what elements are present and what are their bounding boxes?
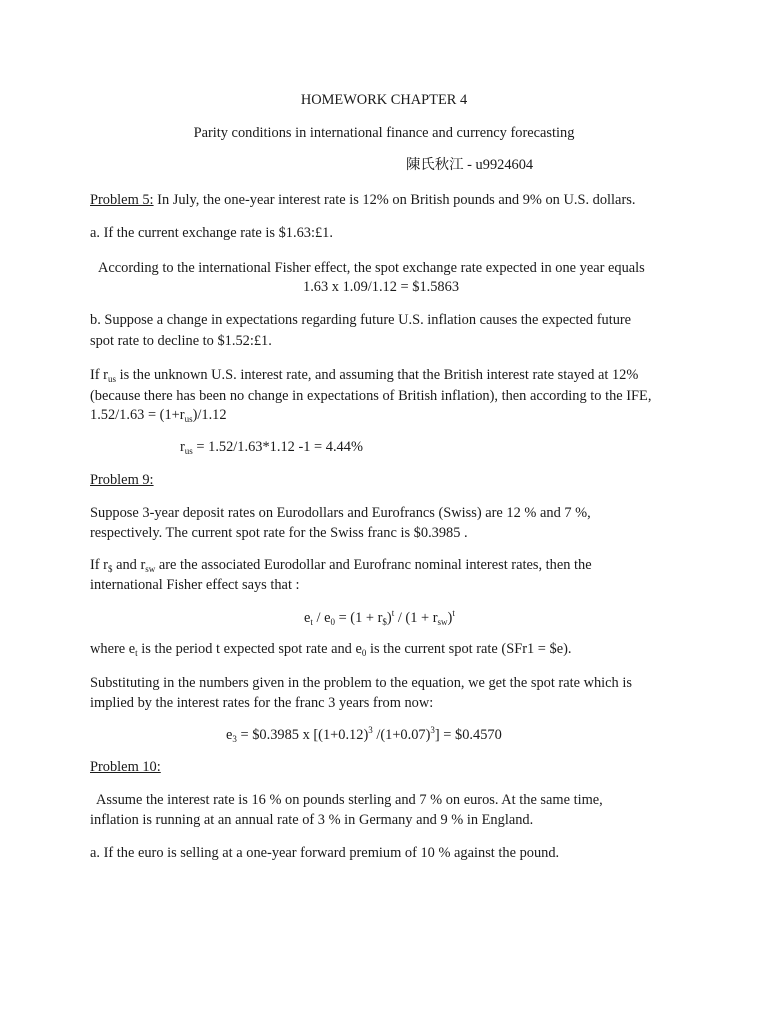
problem-9-rates-line2: international Fisher effect says that : [90, 577, 300, 593]
document-title: HOMEWORK CHAPTER 4 [300, 92, 468, 108]
problem-5-calculation: 1.63 x 1.09/1.12 = $1.5863 [303, 279, 460, 295]
problem-10-line1: Assume the interest rate is 16 % on pounds sterling and 7 % on euros. At the same time, [96, 792, 603, 808]
problem-5-result: $r_{us} = 1.52/1.63*1.12$ -1 = 4.44% [180, 439, 363, 456]
problem-5-label: Problem 5: [90, 192, 154, 208]
problem-5-part-b-line2: spot rate to decline to $1.52:£1. [90, 333, 272, 349]
problem-5-ife-line1: If $r_{us}$ is the unknown U.S. interest rate, and assuming that the British interest rate stayed at 12% [90, 367, 639, 384]
substitution-line1: Substituting in the numbers given in the problem to the equation, we get the spot rate which is [90, 675, 632, 691]
problem-10-label: Problem 10: [90, 759, 161, 775]
problem-9-rates-line1: If $r_{\$}$ and $r_{sw}$ are the associated Eurodollar and Eurofranc nominal interest rates, then the [90, 557, 592, 574]
problem-9-label: Problem 9: [90, 472, 154, 488]
formula-explanation: where $e_t$ is the period t expected spot rate and $e_0$ is the current spot rate (SFr1 = $e). [90, 641, 572, 658]
document-subtitle: Parity conditions in international finance and currency forecasting [193, 125, 575, 141]
problem-5-line: Problem 5: In July, the one-year interest rate is 12% on British pounds and 9% on U.S. dollars. [90, 192, 636, 208]
author-line: 陳氏秋江 - u9924604 [406, 157, 534, 173]
spot-rate-equation: $e_3$ = $0.3985 x [$(1+0.12)^3$ $/(1+0.07)^3$] = $0.4570 [226, 725, 502, 744]
problem-10-line2: inflation is running at an annual rate of 3 % in Germany and 9 % in England. [90, 812, 534, 828]
problem-5-ife-equation: $1.52/1.63 = (1+r_{us})/1.12$ [90, 407, 227, 424]
problem-5-ife-line2: (because there has been no change in expectations of British inflation), then according to the IFE, [90, 388, 652, 404]
substitution-line2: implied by the interest rates for the franc 3 years from now: [90, 695, 434, 711]
problem-9-line2: respectively. The current spot rate for the Swiss franc is $0.3985 . [90, 525, 468, 541]
problem-9-line1: Suppose 3-year deposit rates on Eurodollars and Eurofrancs (Swiss) are 12 % and 7 %, [90, 505, 591, 521]
problem-5-part-b-line1: b. Suppose a change in expectations regarding future U.S. inflation causes the expected future [90, 312, 632, 328]
problem-10-part-a: a. If the euro is selling at a one-year forward premium of 10 % against the pound. [90, 845, 560, 861]
fisher-formula: $e_t / e_0 = (1 + r_{\$})^t / (1 + r_{sw})^t$ [304, 608, 455, 627]
problem-5-part-a: a. If the current exchange rate is $1.63:£1. [90, 225, 333, 241]
problem-5-ife-text: According to the international Fisher effect, the spot exchange rate expected in one year equals [98, 260, 645, 276]
